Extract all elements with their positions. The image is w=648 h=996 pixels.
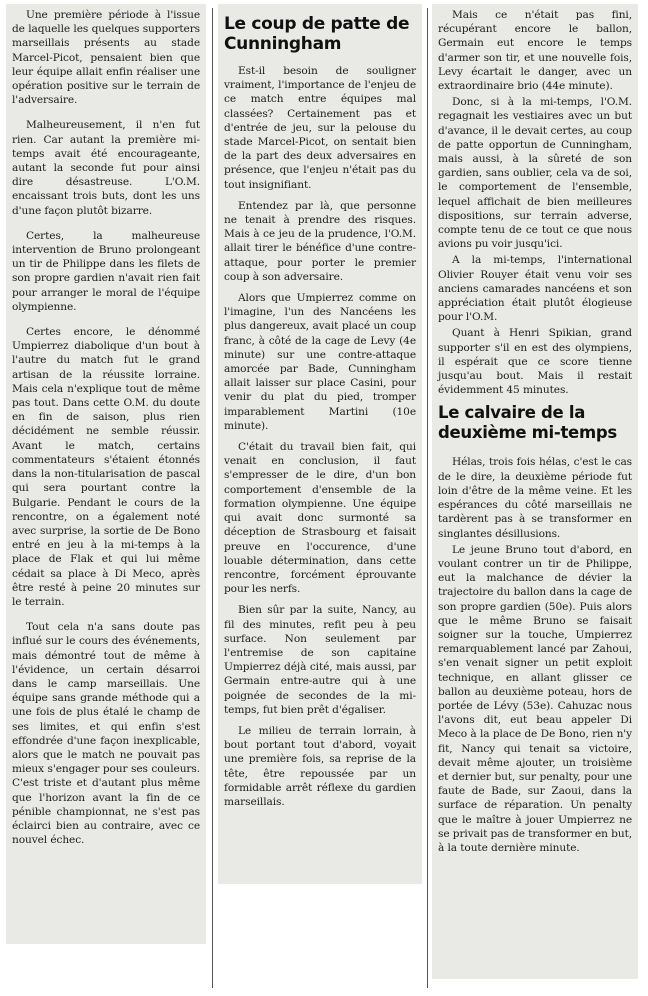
article-column-2 bbox=[218, 4, 422, 884]
paragraph: C'était du travail bien fait, qui venait en conclusion, il faut s'empresser de le dire, d'un bon comportement d'ensemble de la formation olympienne. Une équipe qui avait donc surmonté sa déception de Strasbourg et faisait preuve en l'occurence, d'une louable détermination, dans cette rencontre, forcément éprouvante pour les nerfs. bbox=[224, 441, 416, 596]
paragraph: Hélas, trois fois hélas, c'est le cas de le dire, la deuxième période fut loin d'être de la même veine. Et les espérances du côté marseillais ne tardèrent pas à se transformer en singlantes désillusions. bbox=[438, 456, 632, 540]
column-divider-left bbox=[212, 8, 213, 988]
paragraph: Bien sûr par la suite, Nancy, au fil des minutes, refit peu à peu surface. Non seulement par l'entremise de son capitaine Umpierrez déjà cité, mais aussi, par Germain entre-autre qui à une poignée de secondes de la mi-temps, fut bien prêt d'égaliser. bbox=[224, 604, 416, 716]
paragraph: Tout cela n'a sans doute pas influé sur le cours des événements, mais démontré tout de même à l'évidence, un certain désarroi dans le camp marseillais. Une équipe sans grande méthode qui a une fois de plus étalé le champ de ses limites, et qui enfin s'est effondrée d'une façon inexplicable, alors que le match ne pouvait pas mieux s'engager pour ses couleurs. C'est triste et d'autant plus même que l'horizon avant la fin de ce pénible championnat, ne s'est pas éclairci bien au contraire, avec ce nouvel échec. bbox=[12, 621, 200, 847]
paragraph: Le jeune Bruno tout d'abord, en voulant contrer un tir de Philippe, eut la malchance de dévier la trajectoire du ballon dans la cage de son propre gardien (50e). Puis alors que le même Bruno se faisait soigner sur la touche, Umpierrez remarquablement lancé par Zahoui, s'en venait signer un petit exploit technique, en allant glisser ce ballon au deuxième poteau, hors de portée de Lévy (53e). Cahuzac nous l'avons dit, eut beau appeler Di Meco à la place de De Bono, rien n'y fit, Nancy qui tenait sa victoire, devait même ajouter, un troisième et dernier but, sur penalty, pour une faute de Bade, sur Zaoui, dans la surface de réparation. Un penalty que le maître à jouer Umpierrez ne se privait pas de transformer en but, à la toute dernière minute. bbox=[438, 543, 632, 854]
paragraph: Est-il besoin de souligner vraiment, l'importance de l'enjeu de ce match entre équipes mal classées? Certainement pas et d'entrée de jeu, sur la pelouse du stade Marcel-Picot, on sentait bien de la part des deux adversaires en présence, que l'enjeu n'était pas du tout insignifiant. bbox=[224, 65, 416, 191]
paragraph: Donc, si à la mi-temps, l'O.M. regagnait les vestiaires avec un but d'avance, il le devait certes, au coup de patte opportun de Cunningham, mais aussi, à la sûreté de son gardien, sans oublier, cela va de soi, le comportement de l'ensemble, lequel affichait de bien meilleures dispositions, sur terrain adverse, compte tenu de ce tout ce que nous avions pu voir jusqu'ici. bbox=[438, 96, 632, 251]
article-column-1 bbox=[6, 4, 206, 944]
paragraph: Le milieu de terrain lorrain, à bout portant tout d'abord, voyait une première fois, sa reprise de la tête, être repoussée par un formidable arrêt réflexe du gardien marseillais. bbox=[224, 724, 416, 808]
column-divider-right bbox=[427, 8, 428, 988]
paragraph: Une première période à l'issue de laquelle les quelques supporters marseillais présents au stade Marcel-Picot, pensaient bien que leur équipe allait enfin réaliser une opération positive sur le terrain de l'adversaire. bbox=[12, 9, 200, 107]
paragraph: Certes, la malheureuse intervention de Bruno prolongeant un tir de Philippe dans les filets de son propre gardien n'avait rien fait pour arranger le moral de l'équipe olympienne. bbox=[12, 229, 200, 313]
paragraph: Quant à Henri Spikian, grand supporter s'il en est des olympiens, il espérait que ce score tienne jusqu'au bout. Mais il restait évidemment 45 minutes. bbox=[438, 327, 632, 397]
paragraph: Alors que Umpierrez comme on l'imagine, l'un des Nancéens les plus dangereux, avait placé un coup franc, à côté de la cage de Levy (4e minute) sur une contre-attaque amorcée par Bade, Cunningham allait laisser sur place Casini, pour venir du plat du pied, tromper imparablement Martini (10e minute). bbox=[224, 292, 416, 432]
article-column-3 bbox=[432, 4, 638, 979]
paragraph: Mais ce n'était pas fini, récupérant encore le ballon, Germain eut encore le temps d'armer son tir, et une nouvelle fois, Levy écartait le danger, avec un extraordinaire brio (44e minute). bbox=[438, 9, 632, 93]
paragraph: Malheureusement, il n'en fut rien. Car autant la première mi-temps avait été encourageante, autant la seconde fut pour ainsi dire désastreuse. L'O.M. encaissant trois buts, dont les uns d'une façon plutôt bizarre. bbox=[12, 119, 200, 217]
headline-second-half: Le calvaire de la deuxième mi-temps bbox=[438, 403, 617, 443]
headline-cunningham: Le coup de patte de Cunningham bbox=[224, 14, 410, 54]
paragraph: A la mi-temps, l'international Olivier Rouyer était venu voir ses anciens camarades nancéens et son appréciation était plutôt élogieuse pour l'O.M. bbox=[438, 254, 632, 324]
paragraph: Certes encore, le dénommé Umpierrez diabolique d'un bout à l'autre du match fut le grand artisan de la réussite lorraine. Mais cela n'explique tout de même pas tout. Dans cette O.M. du doute en fin de saison, plus rien décidément ne semble réussir. Avant le match, certains commentateurs s'étaient étonnés dans la non-titularisation de pascal qui sera pourtant contre la Bulgarie. Pendant le cours de la rencontre, on a également noté avec surprise, la sortie de De Bono entré en jeu à la mi-temps à la place de Flak et qui lui même cédait sa place à Di Meco, après être resté à peine 20 minutes sur le terrain. bbox=[12, 326, 200, 608]
paragraph: Entendez par là, que personne ne tenait à prendre des risques. Mais à ce jeu de la prudence, l'O.M. allait tirer le bénéfice d'une contre-attaque, pour porter le premier coup à son adversaire. bbox=[224, 199, 416, 283]
